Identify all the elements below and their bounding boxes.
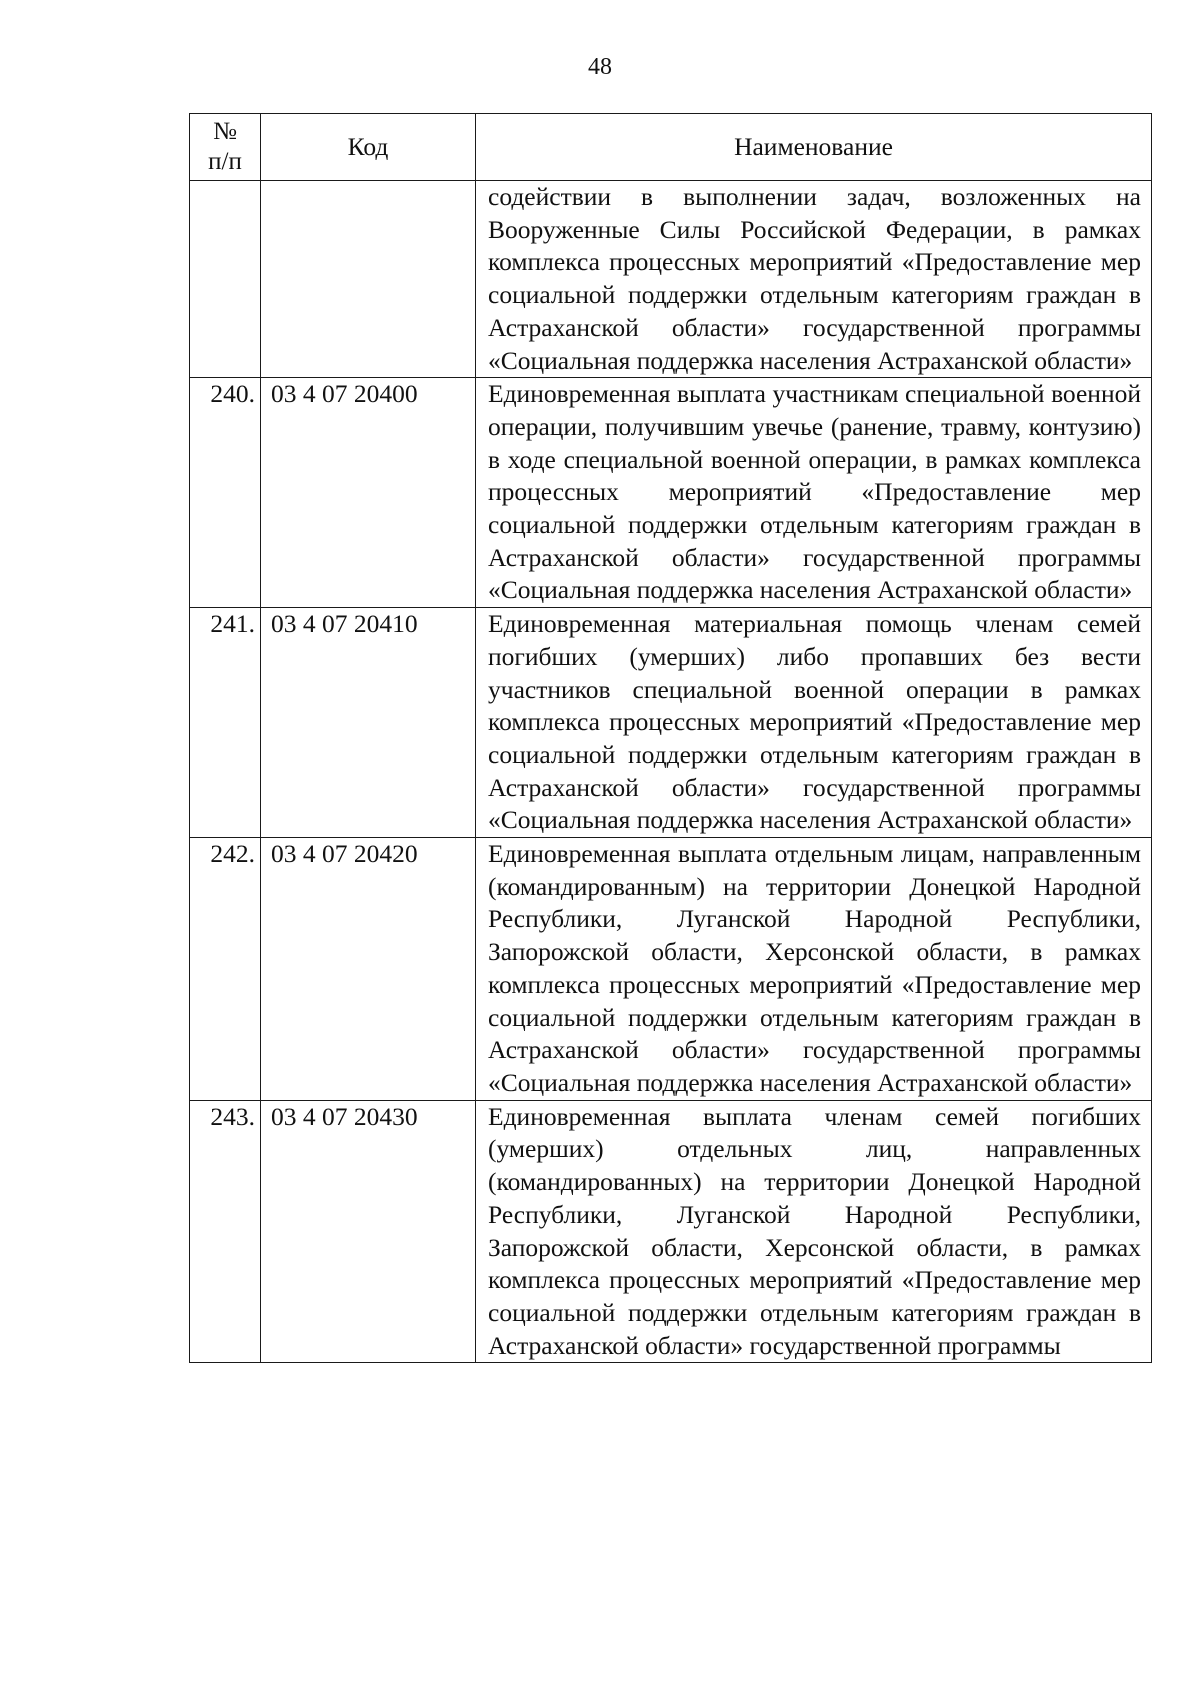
table-header-row: [190, 114, 1152, 181]
header-number-sign: №: [213, 118, 237, 145]
row-code: 03 4 07 20430: [261, 1100, 476, 1363]
row-name: Единовременная выплата членам семей погибших (умерших) отдельных лиц, направленных (командированных) на территории Донецкой Народной Республики, Луганской Народной Республики, Запорожской области, Херсонской области, в рамках комплекса процессных мероприятий «Предоставление мер социальной поддержки отдельным категориям граждан в Астраханской области» государственной программы: [476, 1100, 1152, 1363]
row-code: [261, 181, 476, 378]
header-number: [190, 114, 261, 181]
page-number: 48: [588, 54, 612, 80]
row-number: [190, 181, 261, 378]
table-row: [190, 1100, 1152, 1363]
header-name: Наименование: [476, 114, 1152, 181]
row-code: 03 4 07 20410: [261, 608, 476, 838]
row-name: Единовременная выплата отдельным лицам, направленным (командированным) на территории Донецкой Народной Республики, Луганской Народной Республики, Запорожской области, Херсонской области, в рамках комплекса процессных мероприятий «Предоставление мер социальной поддержки отдельным категориям граждан в Астраханской области» государственной программы «Социальная поддержка населения Астраханской области»: [476, 838, 1152, 1101]
header-number-abbr: п/п: [208, 148, 242, 175]
table-row: [190, 608, 1152, 838]
table-row: [190, 378, 1152, 608]
row-number: 243.: [190, 1100, 261, 1363]
table-row: [190, 181, 1152, 378]
row-number: 242.: [190, 838, 261, 1101]
row-number: 240.: [190, 378, 261, 608]
header-code: Код: [261, 114, 476, 181]
row-code: 03 4 07 20400: [261, 378, 476, 608]
row-name: Единовременная материальная помощь членам семей погибших (умерших) либо пропавших без вести участников специальной военной операции в рамках комплекса процессных мероприятий «Предоставление мер социальной поддержки отдельным категориям граждан в Астраханской области» государственной программы «Социальная поддержка населения Астраханской области»: [476, 608, 1152, 838]
table-row: [190, 838, 1152, 1101]
row-name: Единовременная выплата участникам специальной военной операции, получившим увечье (ранение, травму, контузию) в ходе специальной военной операции, в рамках комплекса процессных мероприятий «Предоставление мер социальной поддержки отдельным категориям граждан в Астраханской области» государственной программы «Социальная поддержка населения Астраханской области»: [476, 378, 1152, 608]
row-code: 03 4 07 20420: [261, 838, 476, 1101]
row-name: содействии в выполнении задач, возложенных на Вооруженные Силы Российской Федерации, в рамках комплекса процессных мероприятий «Предоставление мер социальной поддержки отдельным категориям граждан в Астраханской области» государственной программы «Социальная поддержка населения Астраханской области»: [476, 181, 1152, 378]
row-number: 241.: [190, 608, 261, 838]
classifier-table: [189, 113, 1152, 1363]
